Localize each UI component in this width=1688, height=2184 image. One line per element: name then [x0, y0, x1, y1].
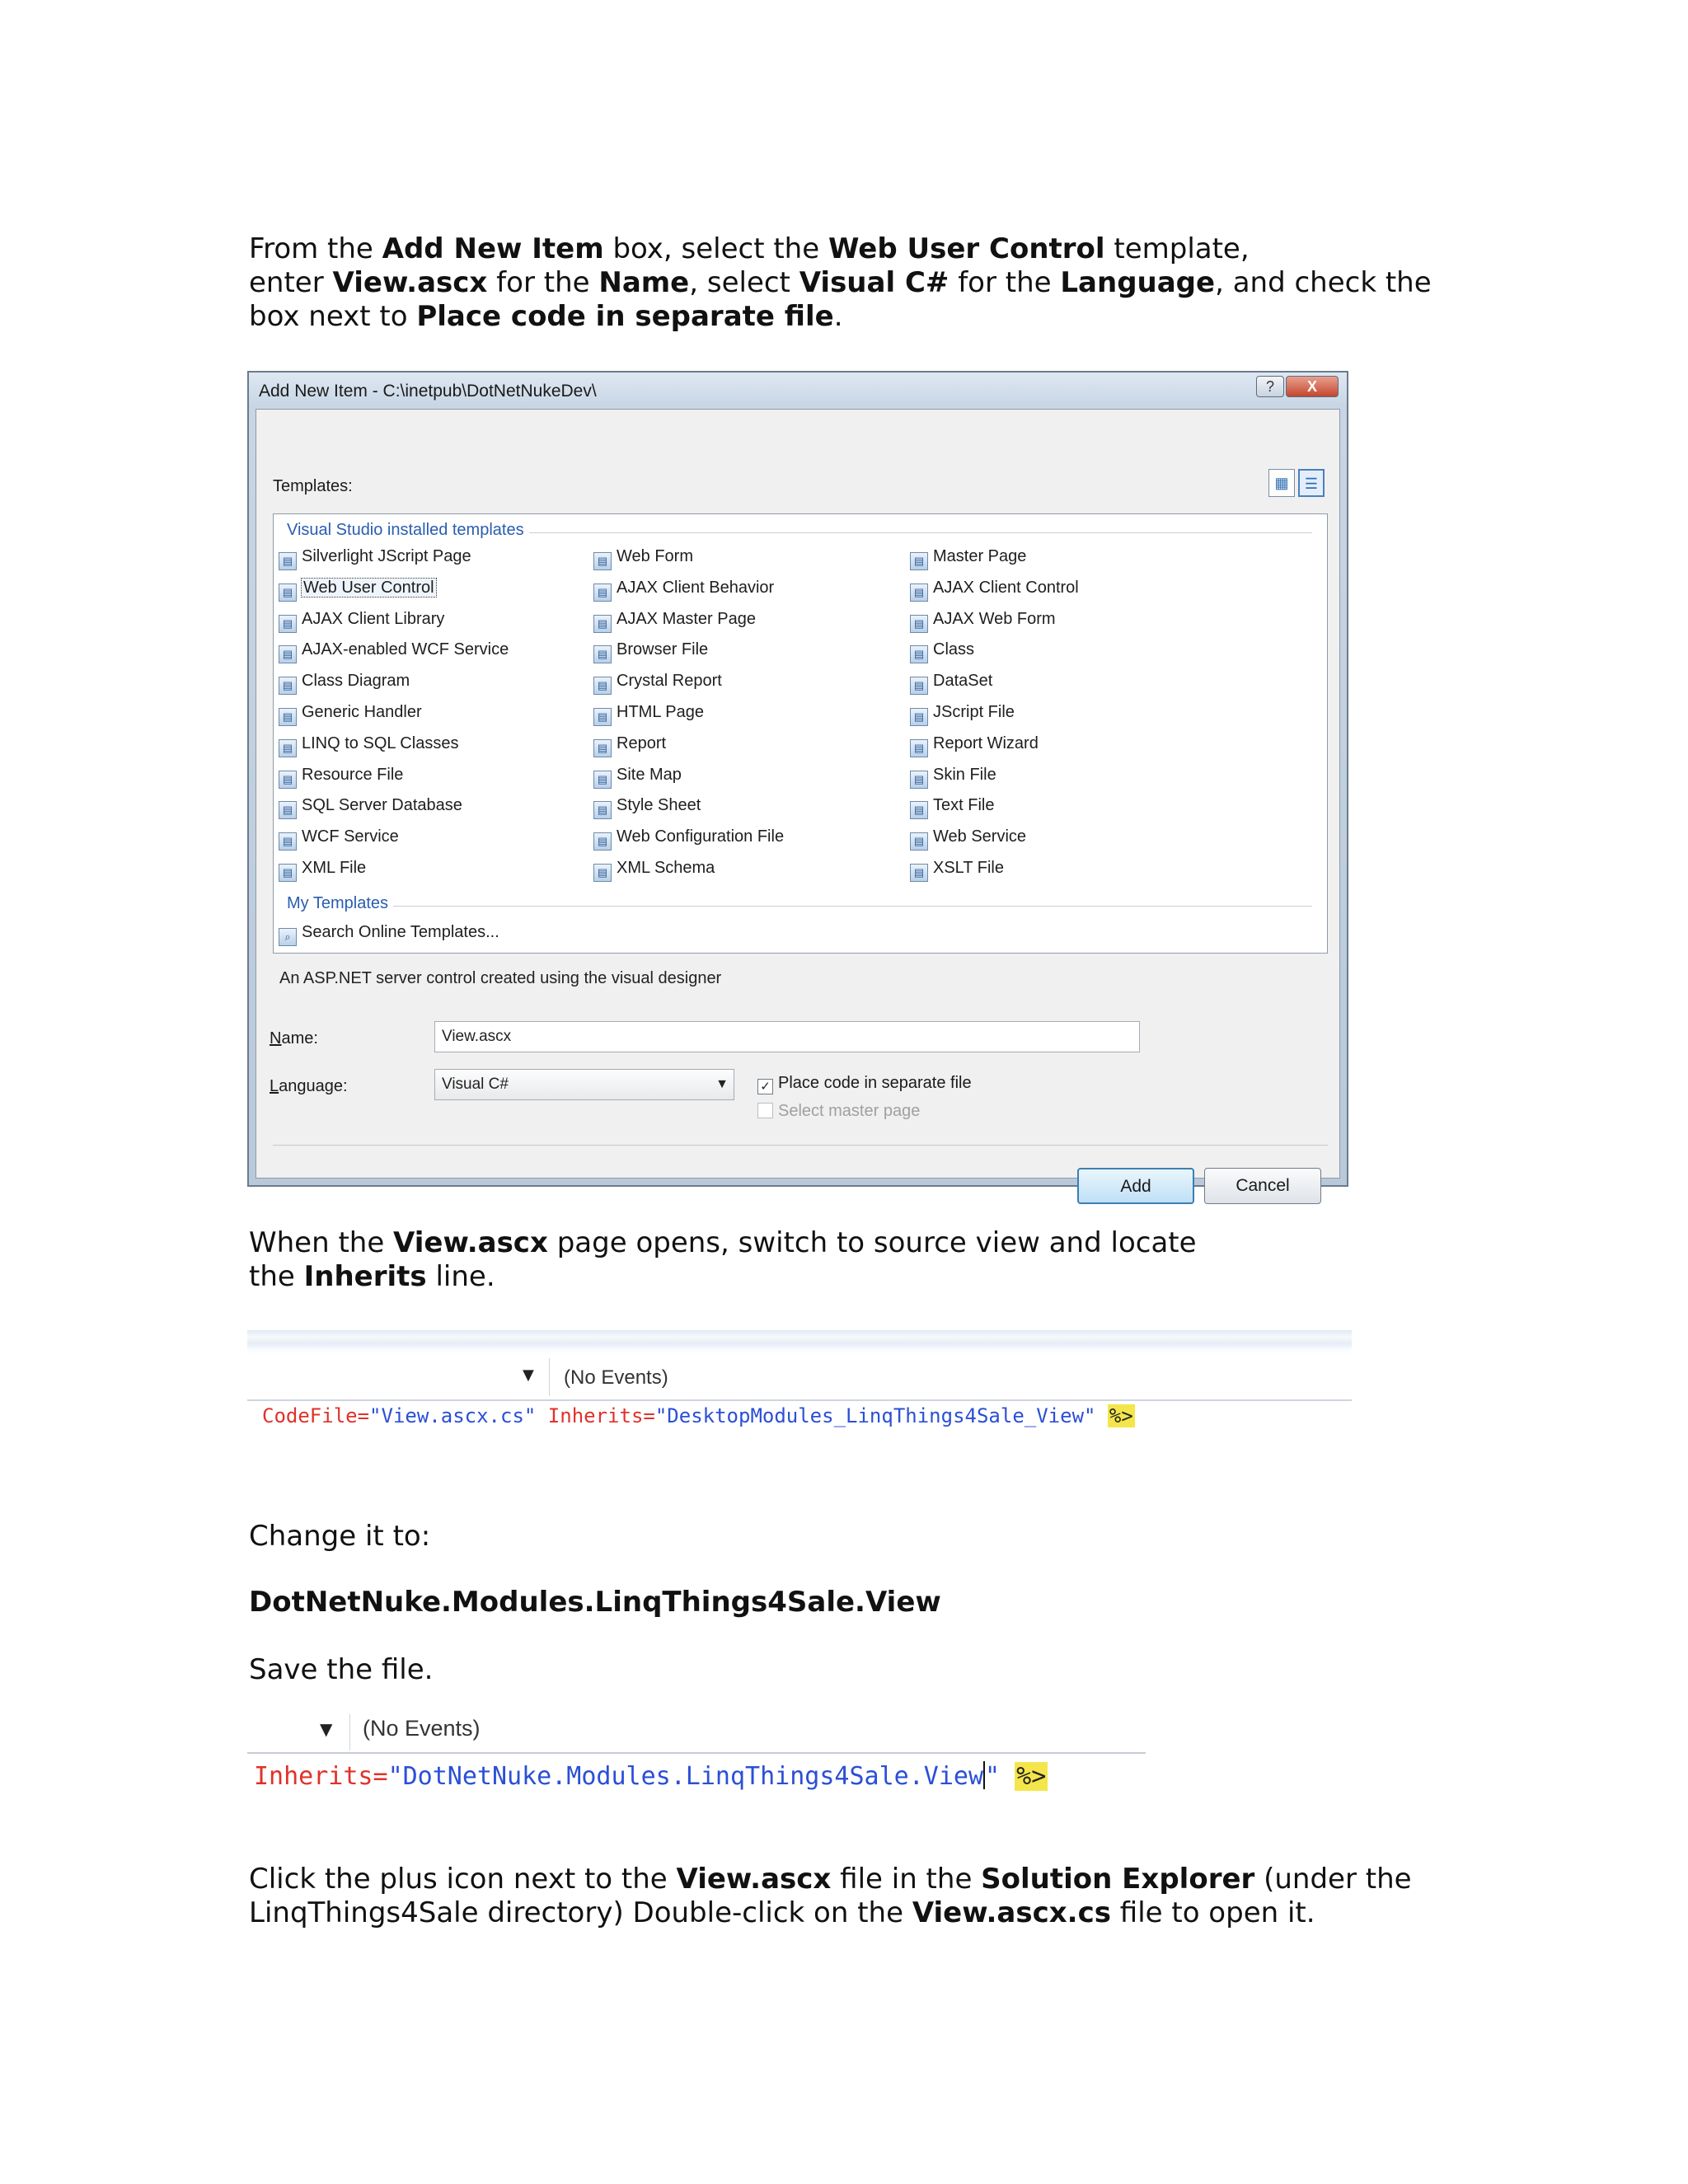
search-online-icon: ⌕ — [279, 928, 297, 946]
template-icon: ▤ — [910, 552, 928, 570]
template-icon: ▤ — [910, 801, 928, 819]
template-item[interactable]: ▤ AJAX Master Page — [593, 607, 756, 631]
template-item[interactable]: ▤ XML Schema — [593, 855, 715, 880]
template-item[interactable]: ▤ HTML Page — [593, 700, 704, 724]
template-item[interactable]: ▤ SQL Server Database — [279, 793, 462, 818]
installed-templates-header: Visual Studio installed templates — [287, 521, 529, 540]
template-icon: ▤ — [593, 801, 612, 819]
large-icons-view-icon[interactable]: ▦ — [1268, 469, 1295, 497]
save-file-text: Save the file. — [249, 1653, 434, 1686]
template-icon: ▤ — [279, 832, 297, 851]
template-icon: ▤ — [279, 708, 297, 726]
template-icon: ▤ — [593, 771, 612, 789]
help-button[interactable]: ? — [1256, 376, 1284, 397]
template-icon: ▤ — [279, 739, 297, 757]
template-item[interactable]: ▤ Master Page — [910, 544, 1026, 569]
template-item[interactable]: ▤ Style Sheet — [593, 793, 701, 818]
template-item[interactable]: ▤ Report — [593, 731, 666, 756]
template-item[interactable]: ▤ AJAX Client Library — [279, 607, 444, 631]
step2-paragraph: When the View.ascx page opens, switch to source view and locate the Inherits line. — [249, 1226, 1197, 1293]
source-snippet-before — [247, 1330, 1352, 1434]
template-item[interactable]: ▤ Generic Handler — [279, 700, 422, 724]
dialog-title: Add New Item - C:\inetpub\DotNetNukeDev\ — [259, 382, 597, 401]
checkbox-checked[interactable]: ✓ — [757, 1079, 773, 1094]
templates-label: Templates: — [273, 477, 353, 495]
template-icon: ▤ — [593, 677, 612, 695]
template-item[interactable]: ▤ Text File — [910, 793, 994, 818]
template-icon: ▤ — [910, 864, 928, 882]
template-item[interactable]: ▤ Skin File — [910, 762, 996, 787]
template-icon: ▤ — [279, 552, 297, 570]
language-select[interactable]: Visual C# ▼ — [434, 1069, 734, 1100]
template-item[interactable]: ▤ XML File — [279, 855, 366, 880]
template-item[interactable]: ▤ AJAX Web Form — [910, 607, 1056, 631]
template-item[interactable]: ▤ Class — [910, 637, 974, 662]
template-item[interactable]: ▤ WCF Service — [279, 824, 399, 849]
template-icon: ▤ — [593, 645, 612, 663]
template-icon: ▤ — [910, 645, 928, 663]
template-icon: ▤ — [593, 739, 612, 757]
template-icon: ▤ — [910, 771, 928, 789]
template-item[interactable]: ▤ LINQ to SQL Classes — [279, 731, 458, 756]
inherits-line-before: CodeFile="View.ascx.cs" Inherits="DesktopModules_LinqThings4Sale_View" %> — [262, 1404, 1133, 1427]
template-icon: ▤ — [593, 552, 612, 570]
name-input[interactable]: View.ascx — [434, 1021, 1140, 1052]
language-label: Language: — [270, 1077, 348, 1095]
template-item[interactable]: ▤ AJAX Client Control — [910, 575, 1079, 600]
template-item[interactable]: ▤ AJAX-enabled WCF Service — [279, 637, 509, 662]
cancel-button[interactable]: Cancel — [1204, 1168, 1321, 1204]
dialog-body — [256, 409, 1340, 1196]
new-inherits-value: DotNetNuke.Modules.LinqThings4Sale.View — [249, 1586, 941, 1619]
template-item[interactable]: ▤ Site Map — [593, 762, 682, 787]
template-item[interactable]: ▤ Web Service — [910, 824, 1026, 849]
template-icon: ▤ — [593, 864, 612, 882]
template-item[interactable]: ▤ Web User Control — [279, 575, 436, 600]
intro-paragraph: From the Add New Item box, select the Web User Control template, enter View.ascx for the Name, select Visual C# for the Language, and check the box next to Place code in separate file. — [249, 232, 1432, 333]
chevron-down-icon[interactable]: ▼ — [320, 1719, 333, 1739]
template-item[interactable]: ▤ Web Configuration File — [593, 824, 784, 849]
search-online-templates[interactable]: ⌕ Search Online Templates... — [279, 920, 499, 944]
template-item[interactable]: ▤ Resource File — [279, 762, 403, 787]
template-icon: ▤ — [279, 615, 297, 633]
events-dropdown[interactable]: (No Events) — [564, 1366, 668, 1389]
template-item[interactable]: ▤ Crystal Report — [593, 668, 722, 693]
template-icon: ▤ — [910, 615, 928, 633]
template-item[interactable]: ▤ Silverlight JScript Page — [279, 544, 471, 569]
template-icon: ▤ — [910, 583, 928, 602]
template-icon: ▤ — [910, 832, 928, 851]
dialog-titlebar — [249, 373, 1347, 407]
inherits-line-after: Inherits="DotNetNuke.Modules.LinqThings4Sale.View" %> — [254, 1762, 1047, 1791]
template-item[interactable]: ▤ AJAX Client Behavior — [593, 575, 774, 600]
template-description: An ASP.NET server control created using the visual designer — [279, 969, 722, 987]
change-it-to-text: Change it to: — [249, 1520, 431, 1553]
template-icon: ▤ — [279, 645, 297, 663]
chevron-down-icon[interactable]: ▼ — [523, 1366, 534, 1384]
template-item[interactable]: ▤ Class Diagram — [279, 668, 410, 693]
template-icon: ▤ — [910, 739, 928, 757]
template-icon: ▤ — [279, 771, 297, 789]
step4-paragraph: Click the plus icon next to the View.ascx file in the Solution Explorer (under the LinqThings4Sale directory) Double-click on the View.ascx.cs file to open it. — [249, 1863, 1412, 1929]
add-new-item-dialog — [247, 371, 1348, 1196]
select-master-checkbox: Select master page — [757, 1102, 920, 1121]
template-item[interactable]: ▤ DataSet — [910, 668, 992, 693]
my-templates-header: My Templates — [287, 894, 393, 913]
template-icon: ▤ — [910, 677, 928, 695]
template-icon: ▤ — [279, 801, 297, 819]
templates-list — [273, 513, 1328, 954]
events-dropdown[interactable]: (No Events) — [363, 1716, 481, 1741]
template-icon: ▤ — [910, 708, 928, 726]
template-icon: ▤ — [279, 583, 297, 602]
template-icon: ▤ — [593, 583, 612, 602]
template-item[interactable]: ▤ XSLT File — [910, 855, 1004, 880]
template-icon: ▤ — [593, 615, 612, 633]
template-icon: ▤ — [593, 832, 612, 851]
source-snippet-after — [247, 1714, 1146, 1805]
editor-toolbar — [247, 1330, 1352, 1401]
close-button[interactable]: X — [1286, 376, 1339, 397]
small-icons-view-icon[interactable]: ☰ — [1298, 469, 1325, 497]
place-code-checkbox[interactable]: ✓ Place code in separate file — [757, 1074, 972, 1094]
template-item[interactable]: ▤ Web Form — [593, 544, 693, 569]
add-button[interactable]: Add — [1077, 1168, 1194, 1204]
template-icon: ▤ — [279, 864, 297, 882]
template-item[interactable]: ▤ Browser File — [593, 637, 708, 662]
template-item[interactable]: ▤ Report Wizard — [910, 731, 1039, 756]
chevron-down-icon: ▼ — [715, 1077, 729, 1091]
name-label: Name: — [270, 1029, 318, 1047]
template-icon: ▤ — [593, 708, 612, 726]
template-item[interactable]: ▤ JScript File — [910, 700, 1015, 724]
template-icon: ▤ — [279, 677, 297, 695]
